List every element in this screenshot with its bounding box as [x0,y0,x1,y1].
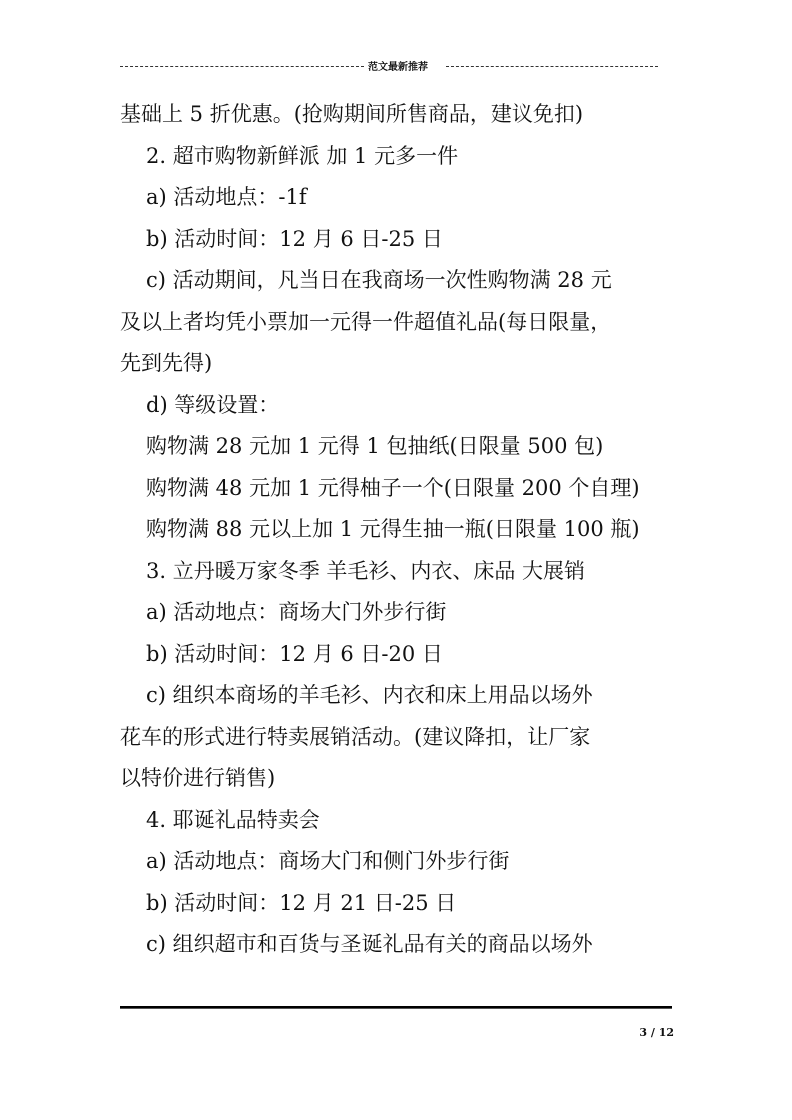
text-line: 购物满 28 元加 1 元得 1 包抽纸(日限量 500 包) [146,434,604,458]
text-line: c) 组织超市和百货与圣诞礼品有关的商品以场外 [146,932,593,956]
section-heading: 2. 超市购物新鲜派 加 1 元多一件 [146,143,459,168]
header-label: 范文最新推荐 [368,62,428,73]
page-header [120,56,658,76]
text-line: b) 活动时间：12 月 6 日-20 日 [146,641,443,666]
footer-rule [120,1006,672,1009]
text-line: 购物满 48 元加 1 元得柚子一个(日限量 200 个自理) [146,475,640,500]
section-heading: 4. 耶诞礼品特卖会 [146,807,320,832]
text-line: 基础上 5 折优惠。(抢购期间所售商品，建议免扣) [120,102,584,126]
text-line: a) 活动地点：-1f [146,185,307,209]
text-line: d) 等级设置： [146,392,280,417]
text-line: b) 活动时间：12 月 6 日-25 日 [146,226,443,251]
text-line: b) 活动时间：12 月 21 日-25 日 [146,890,457,915]
text-line: a) 活动地点：商场大门和侧门外步行街 [146,849,510,873]
page-number: 3 / 12 [639,1026,674,1039]
text-line: a) 活动地点：商场大门外步行街 [146,600,447,624]
section-heading: 3. 立丹暖万家冬季 羊毛衫、内衣、床品 大展销 [146,558,586,583]
text-line: c) 活动期间，凡当日在我商场一次性购物满 28 元 [146,268,612,292]
header-rule-left [120,66,364,67]
text-line: 以特价进行销售) [120,766,276,790]
text-line: c) 组织本商场的羊毛衫、内衣和床上用品以场外 [146,683,593,707]
document-body [120,94,680,966]
text-line: 先到先得) [120,351,213,375]
header-rule-right [446,66,658,67]
text-line: 花车的形式进行特卖展销活动。(建议降扣，让厂家 [120,724,591,749]
text-line: 购物满 88 元以上加 1 元得生抽一瓶(日限量 100 瓶) [146,517,640,541]
text-line: 及以上者均凭小票加一元得一件超值礼品(每日限量， [120,309,612,334]
